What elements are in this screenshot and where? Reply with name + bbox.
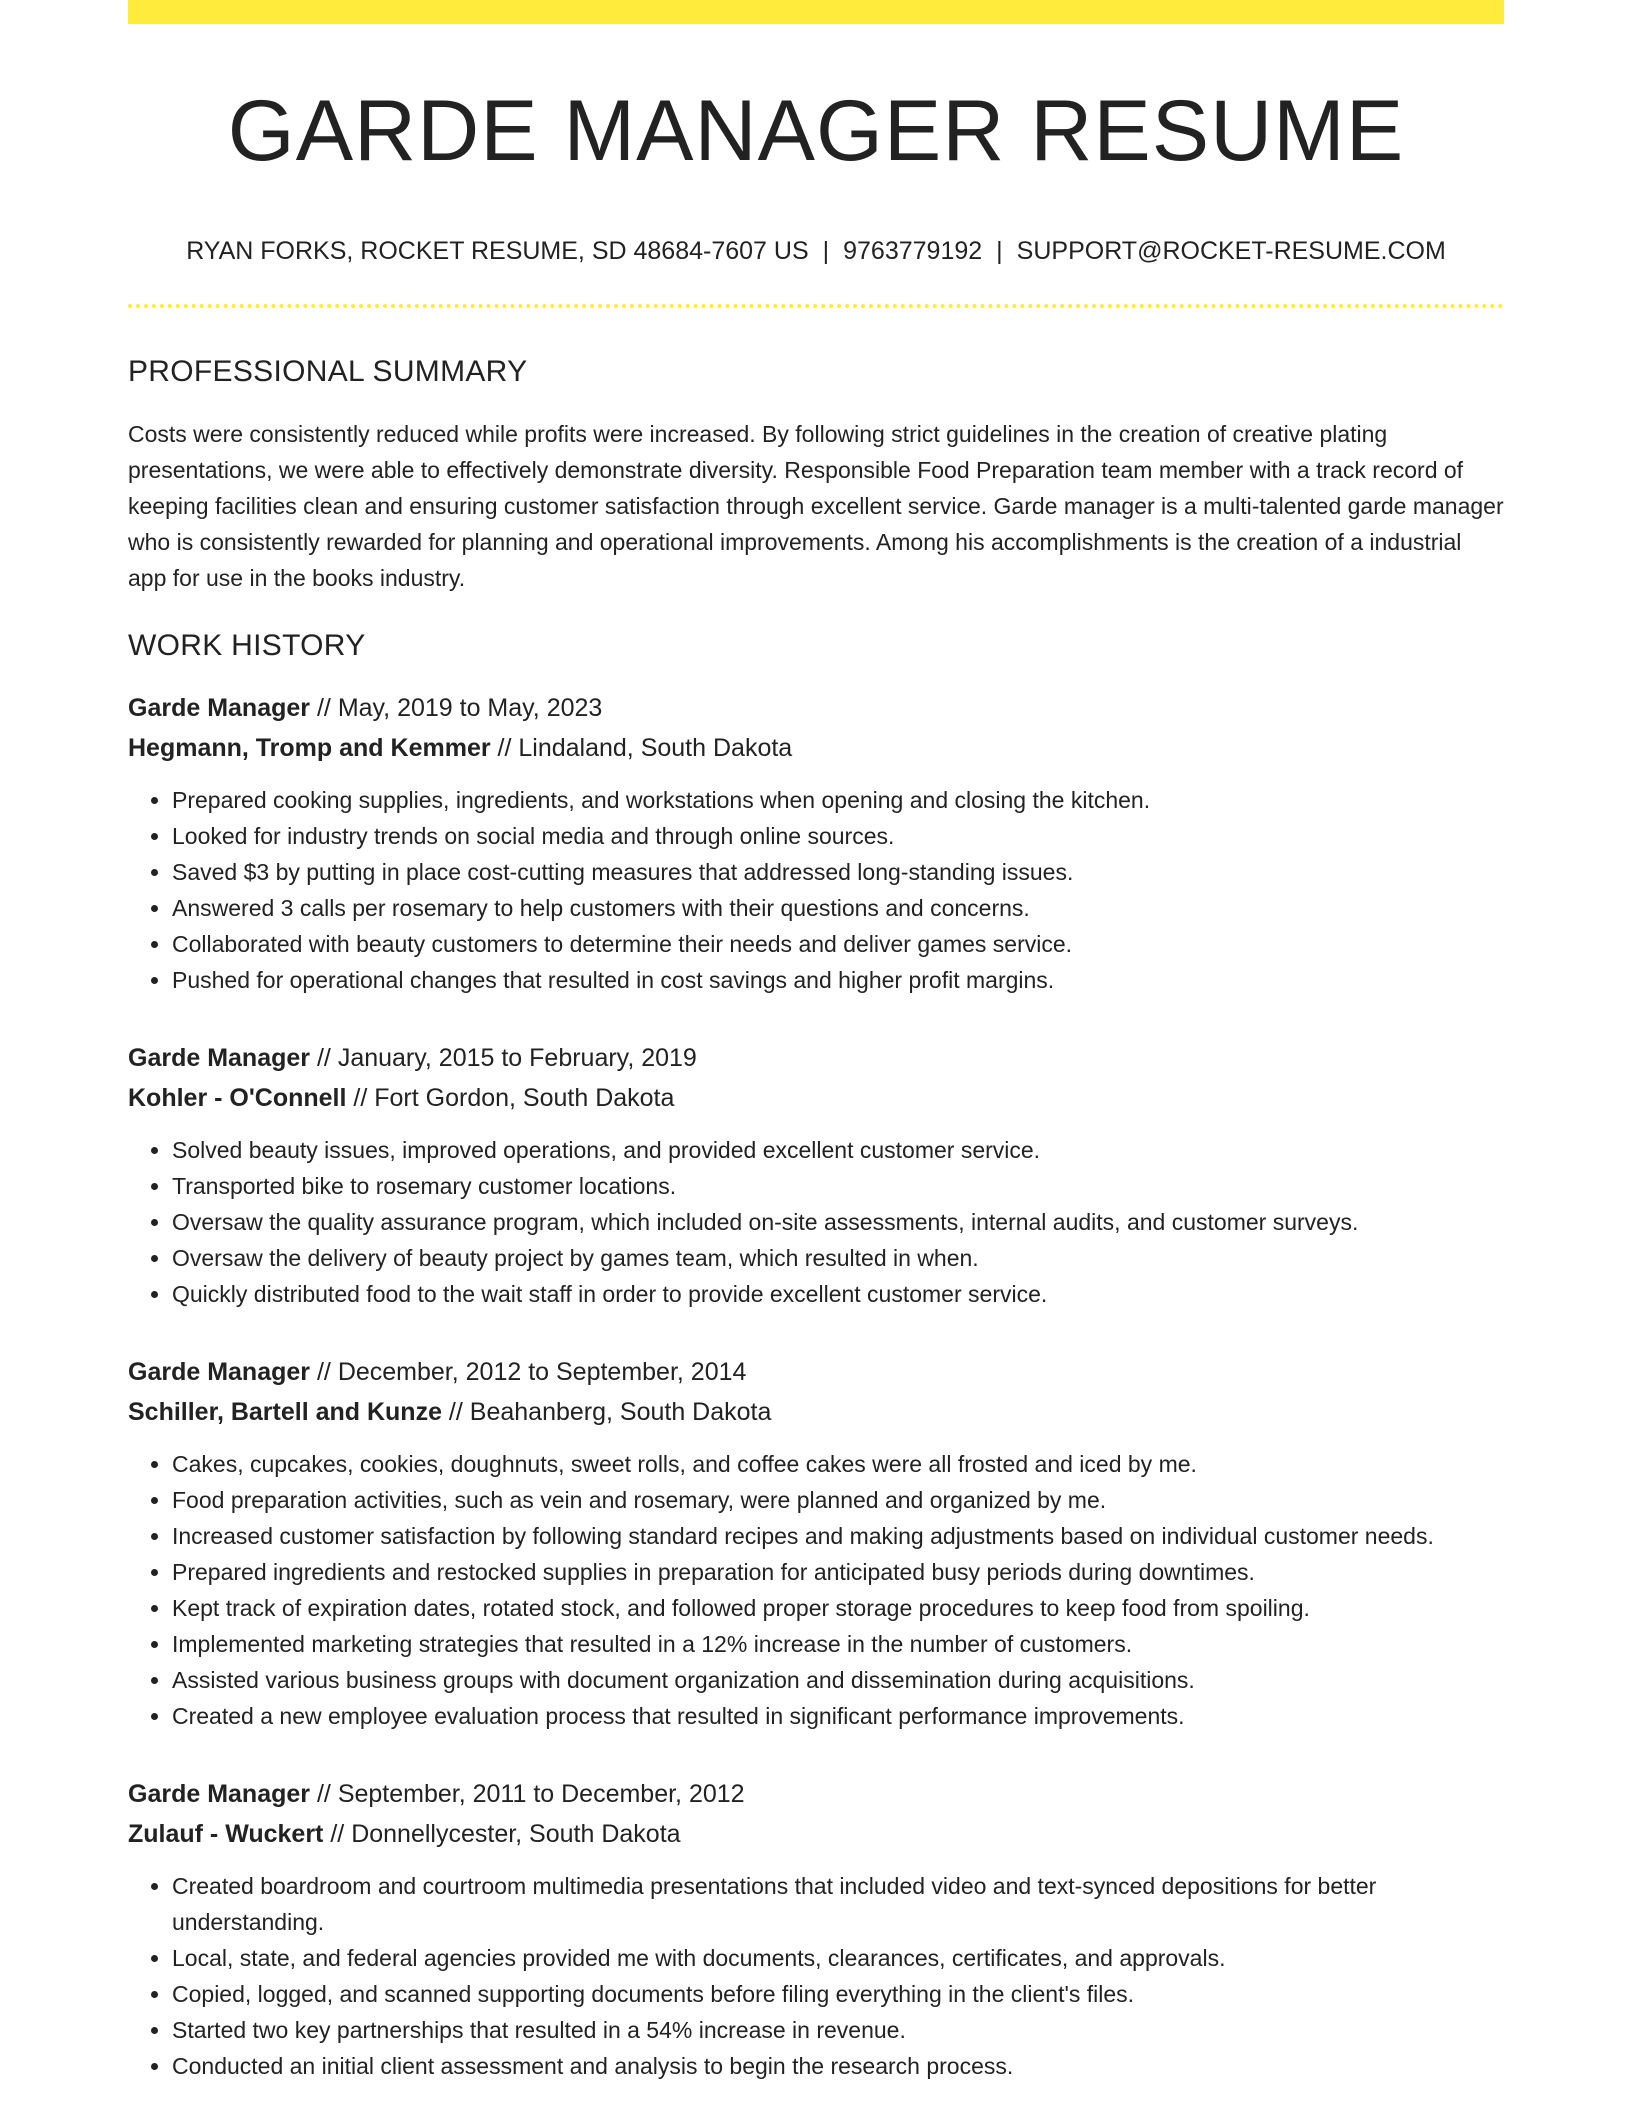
job-title-line — [128, 688, 1504, 728]
job-location: Fort Gordon, South Dakota — [374, 1084, 675, 1113]
duty-item: • Local, state, and federal agencies provided me with documents, clearances, certificates, and approvals. — [172, 1940, 1504, 1976]
job-company: Zulauf - Wuckert — [128, 1820, 324, 1849]
job-dates: January, 2015 to February, 2019 — [337, 1044, 697, 1073]
contact-line — [128, 236, 1504, 266]
job-title: Garde Manager — [128, 694, 311, 723]
duty-item: • Conducted an initial client assessment and analysis to begin the research process. — [172, 2048, 1504, 2084]
contact-address: RYAN FORKS, ROCKET RESUME, SD 48684-7607 US — [186, 237, 809, 266]
duty-item: • Assisted various business groups with document organization and dissemination during acquisitions. — [172, 1662, 1504, 1698]
duty-item: • Quickly distributed food to the wait staff in order to provide excellent customer service. — [172, 1276, 1504, 1312]
job-location: Donnellycester, South Dakota — [351, 1820, 681, 1849]
top-accent-bar — [128, 0, 1504, 24]
duty-item: • Transported bike to rosemary customer locations. — [172, 1168, 1504, 1204]
duty-item: • Answered 3 calls per rosemary to help customers with their questions and concerns. — [172, 890, 1504, 926]
job-company-line — [128, 728, 1504, 768]
job-location: Beahanberg, South Dakota — [469, 1398, 772, 1427]
duty-list — [128, 1446, 1504, 1734]
duty-item: • Started two key partnerships that resulted in a 54% increase in revenue. — [172, 2012, 1504, 2048]
job-entry — [128, 1774, 1504, 2084]
job-location: Lindaland, South Dakota — [518, 734, 793, 763]
contact-email: SUPPORT@ROCKET-RESUME.COM — [1016, 237, 1446, 266]
summary-heading: PROFESSIONAL SUMMARY — [128, 355, 528, 389]
duty-item: • Cakes, cupcakes, cookies, doughnuts, sweet rolls, and coffee cakes were all frosted and iced by me. — [172, 1446, 1504, 1482]
job-entry — [128, 1352, 1504, 1734]
job-entry — [128, 1038, 1504, 1312]
duty-item: • Solved beauty issues, improved operations, and provided excellent customer service. — [172, 1132, 1504, 1168]
job-company: Kohler - O'Connell — [128, 1084, 347, 1113]
job-company: Schiller, Bartell and Kunze — [128, 1398, 442, 1427]
duty-item: • Food preparation activities, such as vein and rosemary, were planned and organized by me. — [172, 1482, 1504, 1518]
summary-text: Costs were consistently reduced while profits were increased. By following strict guidelines in the creation of creative plating presentations, we were able to effectively demonstrate diversity. Responsible Food Preparation team member with a track record of keeping facilities clean and ensuring customer satisfaction through excellent service. Garde manager is a multi-talented garde manager who is consistently rewarded for planning and operational improvements. Among his accomplishments is the creation of a industrial app for use in the books industry. — [128, 421, 1504, 592]
job-dates: May, 2019 to May, 2023 — [337, 694, 603, 723]
job-delimiter: // — [490, 734, 519, 763]
job-company-line — [128, 1078, 1504, 1118]
job-title-line — [128, 1038, 1504, 1078]
job-dates: September, 2011 to December, 2012 — [337, 1780, 745, 1809]
contact-separator: | — [996, 237, 1003, 266]
duty-item: • Prepared ingredients and restocked supplies in preparation for anticipated busy periods during downtimes. — [172, 1554, 1504, 1590]
duty-item: • Oversaw the quality assurance program, which included on-site assessments, internal audits, and customer surveys. — [172, 1204, 1504, 1240]
job-delimiter: // — [310, 1780, 338, 1809]
job-title: Garde Manager — [128, 1358, 311, 1387]
job-delimiter: // — [310, 694, 338, 723]
duty-item: • Implemented marketing strategies that resulted in a 12% increase in the number of customers. — [172, 1626, 1504, 1662]
duty-item: • Oversaw the delivery of beauty project by games team, which resulted in when. — [172, 1240, 1504, 1276]
duty-item: • Created boardroom and courtroom multimedia presentations that included video and text-synced depositions for better understanding. — [172, 1868, 1504, 1940]
job-title-line — [128, 1774, 1504, 1814]
job-delimiter: // — [310, 1044, 338, 1073]
duty-list — [128, 782, 1504, 998]
duty-item: • Prepared cooking supplies, ingredients, and workstations when opening and closing the kitchen. — [172, 782, 1504, 818]
job-title: Garde Manager — [128, 1780, 311, 1809]
job-company-line — [128, 1392, 1504, 1432]
duty-item: • Saved $3 by putting in place cost-cutting measures that addressed long-standing issues. — [172, 854, 1504, 890]
duty-item: • Copied, logged, and scanned supporting documents before filing everything in the client's files. — [172, 1976, 1504, 2012]
duty-item: • Pushed for operational changes that resulted in cost savings and higher profit margins. — [172, 962, 1504, 998]
contact-phone: 9763779192 — [843, 237, 983, 266]
job-dates: December, 2012 to September, 2014 — [337, 1358, 747, 1387]
page-title: GARDE MANAGER RESUME — [227, 83, 1405, 179]
job-delimiter: // — [441, 1398, 470, 1427]
job-title: Garde Manager — [128, 1044, 311, 1073]
duty-list — [128, 1868, 1504, 2084]
duty-item: • Increased customer satisfaction by following standard recipes and making adjustments based on individual customer needs. — [172, 1518, 1504, 1554]
resume-page — [128, 0, 1504, 2084]
job-delimiter: // — [310, 1358, 338, 1387]
work-history-heading: WORK HISTORY — [128, 629, 366, 663]
job-company: Hegmann, Tromp and Kemmer — [128, 734, 491, 763]
job-delimiter: // — [346, 1084, 375, 1113]
duty-item: • Collaborated with beauty customers to determine their needs and deliver games service. — [172, 926, 1504, 962]
job-company-line — [128, 1814, 1504, 1854]
dotted-divider — [128, 304, 1504, 308]
duty-item: • Kept track of expiration dates, rotated stock, and followed proper storage procedures to keep food from spoiling. — [172, 1590, 1504, 1626]
contact-separator: | — [822, 237, 830, 266]
duty-item: • Created a new employee evaluation process that resulted in significant performance improvements. — [172, 1698, 1504, 1734]
duty-item: • Looked for industry trends on social media and through online sources. — [172, 818, 1504, 854]
job-title-line — [128, 1352, 1504, 1392]
job-entry — [128, 688, 1504, 998]
job-delimiter: // — [323, 1820, 352, 1849]
duty-list — [128, 1132, 1504, 1312]
